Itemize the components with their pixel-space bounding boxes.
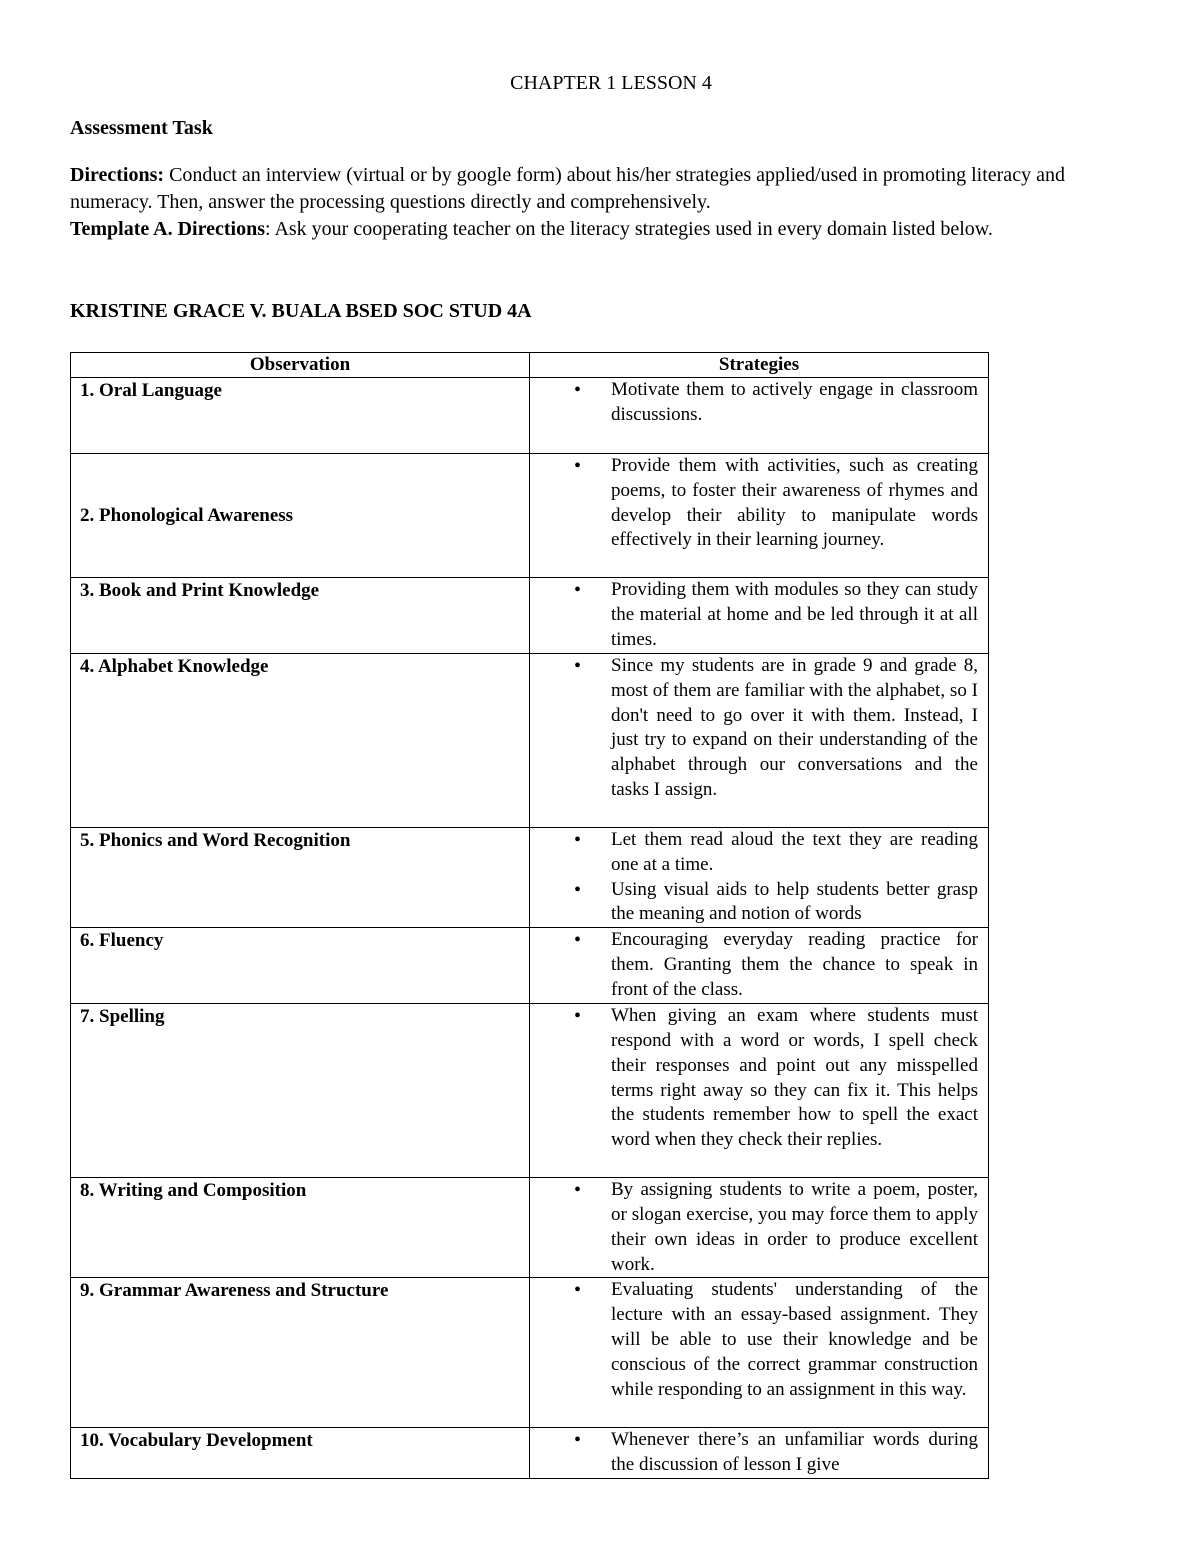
table-row — [71, 1278, 989, 1428]
observation-label: 8. Writing and Composition — [80, 1180, 307, 1202]
directions-text: Conduct an interview (virtual or by google form) about his/her strategies applied/used in promoting literacy and numeracy. Then, answer the processing questions directly and comprehensively. — [70, 164, 1065, 213]
strategy-item: • By assigning students to write a poem, poster, or slogan exercise, you may force them to apply their own ideas in order to produce excellent work. — [530, 1178, 978, 1277]
assessment-task-heading: Assessment Task — [70, 117, 213, 139]
observation-cell — [71, 1428, 530, 1479]
table-row — [71, 1004, 989, 1178]
directions-block — [70, 162, 1130, 243]
observation-label: 6. Fluency — [80, 930, 164, 952]
observation-label: 9. Grammar Awareness and Structure — [80, 1280, 389, 1302]
strategies-cell — [530, 378, 989, 454]
strategies-list — [530, 454, 988, 553]
table-header-row — [71, 353, 989, 378]
observation-label: 10. Vocabulary Development — [80, 1430, 313, 1452]
chapter-title: CHAPTER 1 LESSON 4 — [510, 72, 712, 94]
table-row — [71, 378, 989, 454]
strategies-cell — [530, 578, 989, 654]
strategies-cell — [530, 1428, 989, 1479]
strategies-list — [530, 1428, 988, 1478]
strategy-item: • When giving an exam where students must respond with a word or words, I spell check their responses and point out any misspelled terms right away so they can fix it. This helps the students remember how to spell the exact word when they check their replies. — [530, 1004, 978, 1153]
observation-label: 4. Alphabet Knowledge — [80, 656, 269, 677]
directions-label: Directions: — [70, 164, 165, 186]
strategies-list — [530, 1004, 988, 1153]
strategy-item: • Providing them with modules so they can study the material at home and be led through it at all times. — [530, 578, 978, 652]
observation-label: 5. Phonics and Word Recognition — [80, 830, 351, 851]
strategies-cell — [530, 1178, 989, 1278]
table-row — [71, 454, 989, 578]
table-body — [71, 378, 989, 1479]
observation-label: 2. Phonological Awareness — [80, 505, 294, 526]
table-row — [71, 928, 989, 1004]
strategies-list — [530, 654, 988, 803]
observation-cell — [71, 454, 530, 578]
observation-cell — [71, 1004, 530, 1178]
strategy-item: • Whenever there’s an unfamiliar words during the discussion of lesson I give — [530, 1428, 978, 1478]
strategies-list — [530, 828, 988, 927]
observation-column-header: Observation — [71, 353, 530, 378]
observation-label: 1. Oral Language — [80, 380, 222, 401]
strategy-item: • Encouraging everyday reading practice for them. Granting them the chance to speak in front of the class. — [530, 928, 978, 1002]
strategies-cell — [530, 1004, 989, 1178]
strategies-cell — [530, 654, 989, 828]
strategy-item: • Evaluating students' understanding of the lecture with an essay-based assignment. They will be able to use their knowledge and be conscious of the correct grammar construction while responding to an assignment in this way. — [530, 1278, 978, 1402]
strategies-cell — [530, 828, 989, 928]
strategies-cell — [530, 928, 989, 1004]
strategies-list — [530, 928, 988, 1002]
strategies-list — [530, 378, 988, 428]
observation-cell — [71, 928, 530, 1004]
strategies-list — [530, 1278, 988, 1402]
template-directions-text: : Ask your cooperating teacher on the literacy strategies used in every domain listed below. — [265, 218, 993, 240]
strategy-item: • Motivate them to actively engage in classroom discussions. — [530, 378, 978, 428]
strategy-item: • Provide them with activities, such as creating poems, to foster their awareness of rhymes and develop their ability to manipulate words effectively in their learning journey. — [530, 454, 978, 553]
strategy-item: • Using visual aids to help students better grasp the meaning and notion of words — [530, 878, 978, 928]
strategy-item: • Let them read aloud the text they are reading one at a time. — [530, 828, 978, 878]
strategies-list — [530, 578, 988, 652]
table-row — [71, 1178, 989, 1278]
observation-cell — [71, 578, 530, 654]
observation-cell — [71, 378, 530, 454]
table-row — [71, 1428, 989, 1479]
table-row — [71, 654, 989, 828]
strategies-table — [70, 352, 989, 1479]
strategies-column-header: Strategies — [530, 353, 989, 378]
observation-label: 7. Spelling — [80, 1006, 165, 1028]
table-row — [71, 828, 989, 928]
strategies-list — [530, 1178, 988, 1277]
observation-cell — [71, 1178, 530, 1278]
strategy-item: • Since my students are in grade 9 and grade 8, most of them are familiar with the alphabet, so I don't need to go over it with them. Instead, I just try to expand on their understanding of the alphabet through our conversations and the tasks I assign. — [530, 654, 978, 803]
observation-cell — [71, 654, 530, 828]
observation-label: 3. Book and Print Knowledge — [80, 580, 320, 601]
table-row — [71, 578, 989, 654]
strategies-cell — [530, 454, 989, 578]
template-directions-label: Template A. Directions — [70, 218, 265, 240]
student-name-line: KRISTINE GRACE V. BUALA BSED SOC STUD 4A — [70, 300, 532, 322]
observation-cell — [71, 828, 530, 928]
strategies-cell — [530, 1278, 989, 1428]
observation-cell — [71, 1278, 530, 1428]
